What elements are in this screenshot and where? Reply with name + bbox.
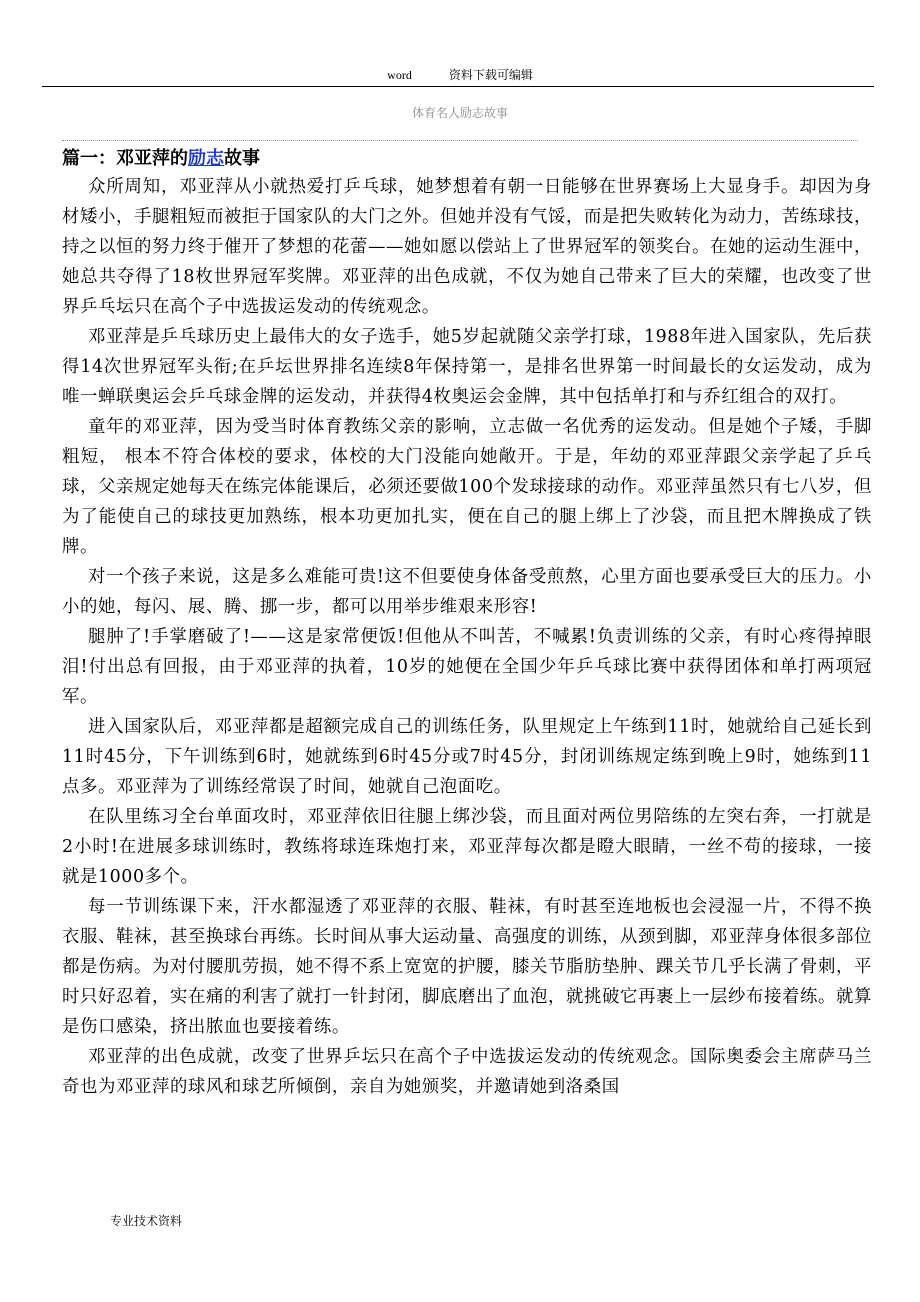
header-divider (42, 86, 874, 87)
header-right-text: 资料下载可编辑 (448, 68, 533, 82)
paragraph-4: 对一个孩子来说，这是多么难能可贵!这不但要使身体备受煎熬，心里方面也要承受巨大的压力。小小的她，每闪、展、腾、挪一步，都可以用举步维艰来形容! (62, 567, 872, 617)
title-suffix: 故事 (224, 148, 260, 169)
paragraph-3: 童年的邓亚萍，因为受当时体育教练父亲的影响，立志做一名优秀的运发动。但是她个子矮，手脚粗短， 根本不符合体校的要求，体校的大门没能向她敞开。于是，年幼的邓亚萍跟父亲学起了乒乓球，父亲规定她每天在练完体能课后，必须还要做100个发球接球的动作。邓亚萍虽然只有七八岁，但为了能使自己的球技更加熟练，根本功更加扎实，便在自己的腿上绑上了沙袋，而且把木牌换成了铁牌。 (62, 417, 872, 557)
paragraph-2: 邓亚萍是乒乓球历史上最伟大的女子选手，她5岁起就随父亲学打球，1988年进入国家队，先后获得14次世界冠军头衔;在乒坛世界排名连续8年保持第一，是排名世界第一时间最长的女运发动，成为唯一蝉联奥运会乒乓球金牌的运发动，并获得4枚奥运会金牌，其中包括单打和与乔红组合的双打。 (62, 327, 872, 407)
header-left-text: word (387, 68, 412, 82)
page-header (0, 66, 920, 83)
paragraph-1: 众所周知，邓亚萍从小就热爱打乒乓球，她梦想着有朝一日能够在世界赛场上大显身手。却因为身材矮小，手腿粗短而被拒于国家队的大门之外。但她并没有气馁，而是把失败转化为动力，苦练球技，持之以恒的努力终于催开了梦想的花蕾——她如愿以偿站上了世界冠军的领奖台。在她的运动生涯中，她总共夺得了18枚世界冠军奖牌。邓亚萍的出色成就，不仅为她自己带来了巨大的荣耀，也改变了世界乒乓坛只在高个子中选拔运发动的传统观念。 (62, 177, 872, 317)
document-subtitle: 体育名人励志故事 (411, 106, 508, 120)
paragraph-9: 邓亚萍的出色成就，改变了世界乒坛只在高个子中选拔运发动的传统观念。国际奥委会主席萨马兰奇也为邓亚萍的球风和球艺所倾倒，亲自为她颁奖，并邀请她到洛桑国 (62, 1047, 872, 1097)
title-link[interactable]: 励志 (188, 148, 224, 169)
article-title (62, 146, 872, 172)
page-footer: 专业技术资料 (110, 1214, 183, 1228)
paragraph-7: 在队里练习全台单面攻时，邓亚萍依旧往腿上绑沙袋，而且面对两位男陪练的左突右奔，一打就是2小时!在进展多球训练时，教练将球连珠炮打来，邓亚萍每次都是瞪大眼睛，一丝不苟的接球，一接就是1000多个。 (62, 807, 872, 887)
dotted-divider (62, 140, 858, 141)
paragraph-5: 腿肿了!手掌磨破了!——这是家常便饭!但他从不叫苦，不喊累!负责训练的父亲，有时心疼得掉眼泪!付出总有回报，由于邓亚萍的执着，10岁的她便在全国少年乒乓球比赛中获得团体和单打两项冠军。 (62, 627, 872, 707)
title-prefix: 篇一：邓亚萍的 (62, 148, 188, 169)
paragraph-6: 进入国家队后，邓亚萍都是超额完成自己的训练任务，队里规定上午练到11时，她就给自己延长到11时45分，下午训练到6时，她就练到6时45分或7时45分，封闭训练规定练到晚上9时，她练到11点多。邓亚萍为了训练经常误了时间，她就自己泡面吃。 (62, 717, 872, 797)
paragraph-8: 每一节训练课下来，汗水都湿透了邓亚萍的衣服、鞋袜，有时甚至连地板也会浸湿一片，不得不换衣服、鞋袜，甚至换球台再练。长时间从事大运动量、高强度的训练，从颈到脚，邓亚萍身体很多部位都是伤病。为对付腰肌劳损，她不得不系上宽宽的护腰，膝关节脂肪垫肿、踝关节几乎长满了骨刺，平时只好忍着，实在痛的利害了就打一针封闭，脚底磨出了血泡，就挑破它再裹上一层纱布接着练。就算是伤口感染，挤出脓血也要接着练。 (62, 897, 872, 1037)
document-body (62, 146, 872, 1102)
